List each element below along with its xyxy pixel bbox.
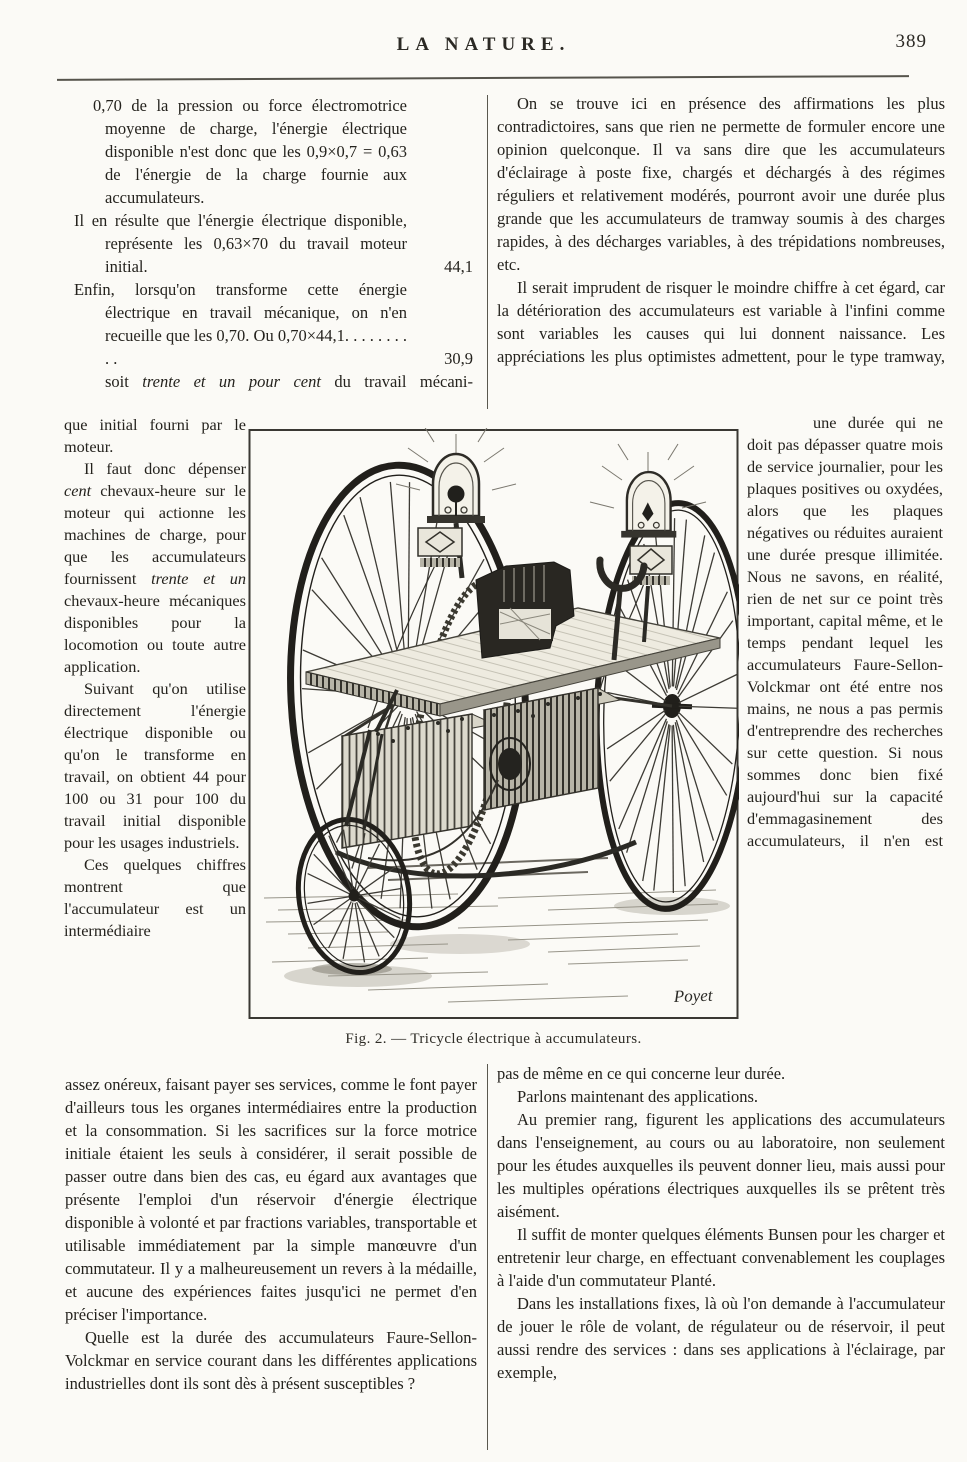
column-divider-bottom — [487, 1064, 488, 1450]
figure-caption: Fig. 2. — Tricycle électrique à accumulateurs. — [345, 1031, 642, 1047]
paragraph: Quelle est la durée des accumulateurs Faure-Sellon-Volckmar en service courant dans les différentes applications industrielles dont ils sont dès à présent susceptibles ? — [65, 1328, 477, 1393]
paragraph: Suivant qu'on utilise directement l'énergie électrique disponible ou qu'on le transforme en travail, on obtient 44 pour 100 ou 31 pour 100 du travail initial disponible pour les usages industriels. — [64, 679, 246, 852]
artist-signature: Poyet — [673, 985, 713, 1006]
computation-item: soit trente et un pour cent du travail mécani- — [105, 372, 474, 391]
journal-title: LA NATURE. — [396, 34, 571, 55]
paragraph: Il suffit de monter quelques éléments Bunsen pour les charger et entretenir leur charge, en effectuant convenablement les couplages à l'aide d'un commutateur Planté. — [497, 1225, 945, 1290]
paragraph: Il faut donc dépenser cent chevaux-heure sur le moteur qui actionne les machines de charge, pour que les accumulateurs fournissent trente et un chevaux-heure mécaniques disponibles pour la locomotion ou toute autre application. — [64, 459, 247, 676]
paragraph: Dans les installations fixes, là où l'on demande à l'accumulateur de jouer le rôle de volant, de régulateur ou de réservoir, il peut aussi rendre des services : dans ses applications à l'éclairage, par exemple, — [497, 1294, 945, 1382]
column-bottom-right — [497, 1062, 945, 1384]
lamp-bracket-left — [418, 528, 462, 567]
column-top-left — [65, 94, 473, 393]
page-number: 389 — [895, 31, 927, 52]
paragraph: On se trouve ici en présence des affirmations les plus contradictoires, sans que rien ne permette de formuler encore une opinion quelconque. Il va sans dire que les accumulateurs d'éclairage à poste fixe, chargés et déchargés à des régimes réguliers et relativement modérés, pourront avoir une durée plus grande que les accumulateurs de tramway soumis à des charges rapides, à des décharges variables, à des trépidations nombreuses, etc. — [497, 94, 945, 274]
column-divider-top — [487, 95, 488, 409]
header-rule — [57, 75, 909, 81]
column-top-right — [497, 92, 945, 368]
paragraph: Parlons maintenant des applications. — [517, 1087, 759, 1106]
paragraph: une durée qui ne doit pas dépasser quatre mois de service journalier, pour les plaques positives ou oxydées, alors que les plaques négatives ou réduites auraient une durée presque illimitée. Nous ne savons, en réalité, rien de net sur ce point très important, capital même, et le temps pendant lequel les accumulateurs Faure-Sellon-Volckmar ont été entre nos mains, ne nous a pas permis d'entreprendre des recherches sur cette question. Si nous sommes donc bien fixé aujourd'hui sur la capacité d'emmagasinement des accumulateurs, il n'en est — [747, 413, 943, 850]
column-bottom-left — [65, 1073, 477, 1395]
column-mid-left — [64, 414, 246, 942]
battery-crates — [336, 688, 636, 876]
paragraph: que initial fourni par le moteur. — [64, 415, 246, 456]
figure-engraving — [248, 428, 739, 1020]
computation-value: 44,1 — [444, 257, 473, 276]
paragraph: Au premier rang, figurent les applications des accumulateurs dans l'enseignement, au cours ou au laboratoire, non seulement pour les études auxquelles ils peuvent donner lieu, mais aussi pour les multiples opérations électriques auxquelles ils se prêtent très aisément. — [497, 1110, 945, 1221]
paragraph: pas de même en ce qui concerne leur durée. — [497, 1064, 786, 1083]
computation-item: Il en résulte que l'énergie électrique disponible, représente les 0,63×70 du travail moteur initial. 44,1 — [74, 211, 473, 276]
computation-item: Enfin, lorsqu'on transforme cette énergie électrique en travail mécanique, on n'en recueille que les 0,70. Ou 0,70×44,1. . . . . . . . . . 30,9 — [74, 280, 473, 368]
ground-shading — [264, 858, 730, 1002]
paragraph: Ces quelques chiffres montrent que l'accumulateur est un intermédiaire — [64, 855, 246, 940]
column-mid-right — [747, 412, 943, 852]
paragraph: assez onéreux, faisant payer ses services, comme le font payer d'ailleurs tous les organes intermédiaires entre la production et la consommation. Si les sacrifices sur la force motrice initiale étaient les seuls à considérer, il serait possible de passer outre dans bien des cas, eu égard aux avantages que présente l'emploi d'un réservoir d'énergie électrique disponible à volonté et par fractions variables, transportable et utilisable immédiatement par la simple manœuvre d'un commutateur. Il y a malheureusement un revers à la médaille, et aucune des expériences faites jusqu'ici ne permet d'en préciser l'importance. — [65, 1075, 477, 1324]
paragraph: Il serait imprudent de risquer le moindre chiffre à cet égard, car la détérioration des accumulateurs est variable à l'infini comme sont variables les causes qui lui donnent naissance. Les appréciations les plus optimistes admettent, pour le type tramway, — [497, 278, 945, 366]
computation-value: 30,9 — [444, 349, 473, 368]
computation-item: 0,70 de la pression ou force électromotrice moyenne de charge, l'énergie électrique disponible n'est donc que les 0,9×0,7 = 0,63 de l'énergie de la charge fournie aux accumulateurs. — [93, 96, 407, 207]
